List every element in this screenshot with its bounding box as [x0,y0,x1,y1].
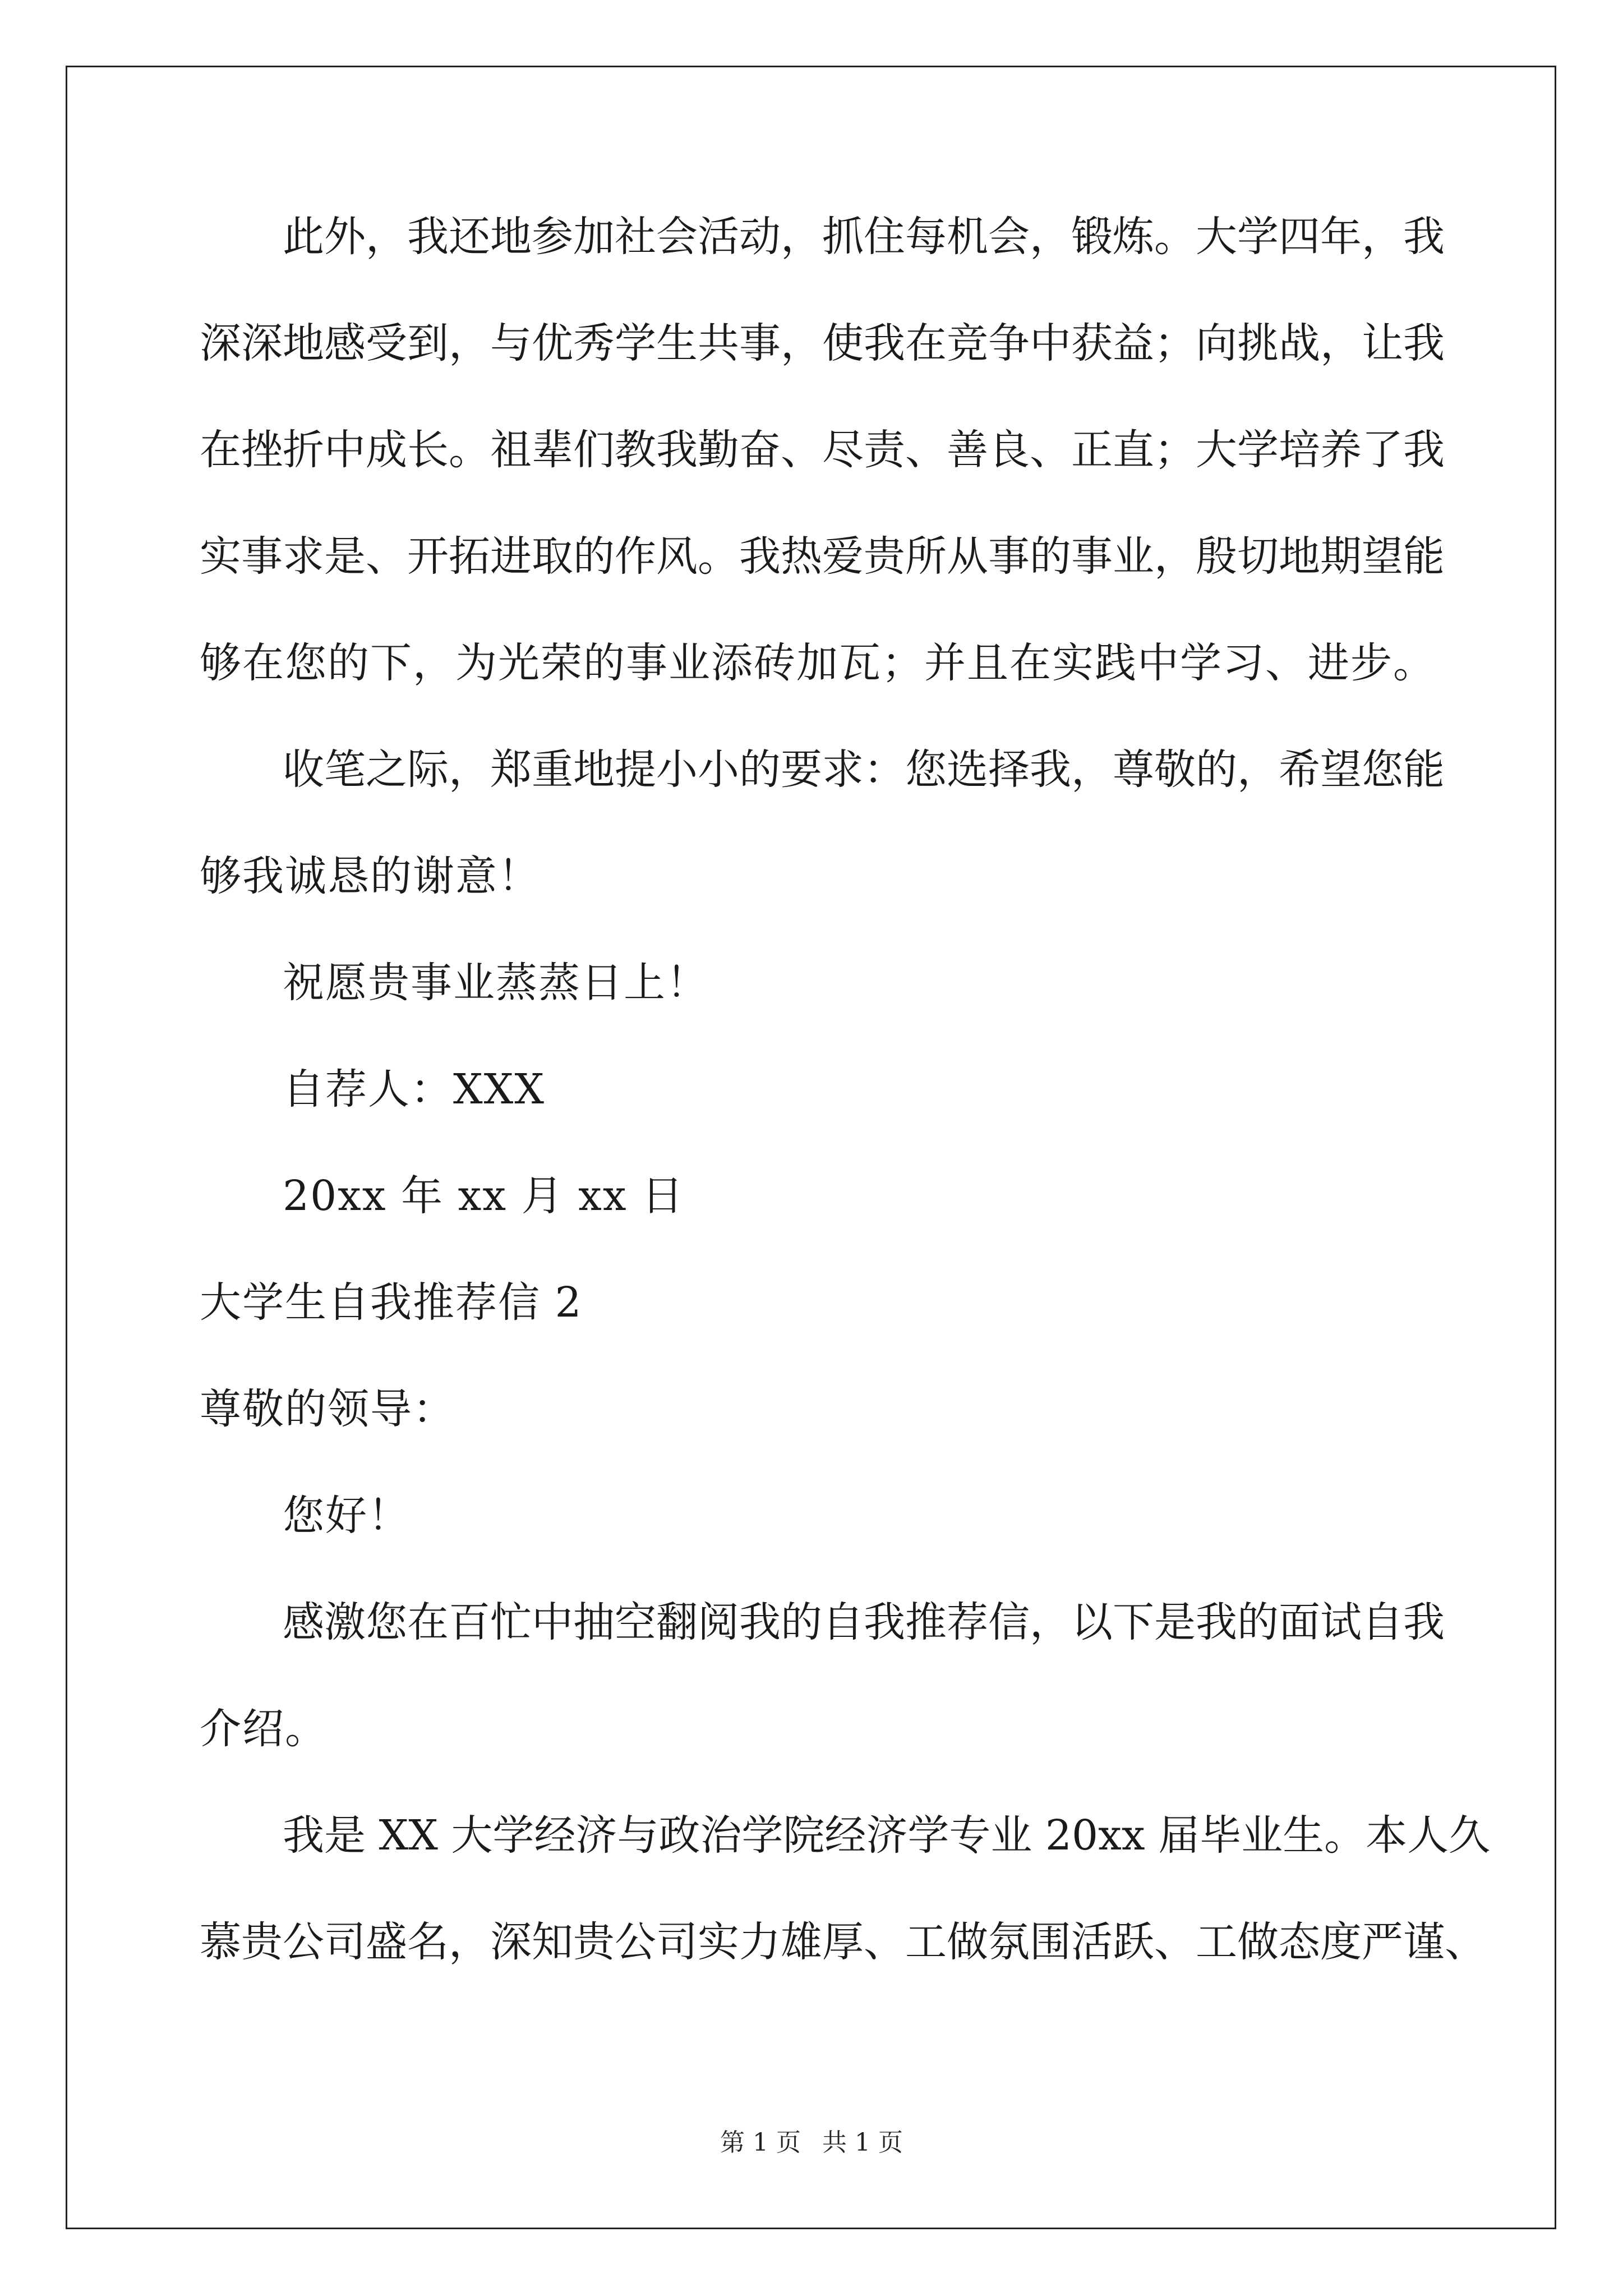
signer: 自荐人：XXX [283,1065,546,1114]
closing-wish: 祝愿贵事业蒸蒸日上！ [283,959,709,1007]
paragraph-1-line-2: 深深地感受到，与优秀学生共事，使我在竞争中获益；向挑战，让我 [200,319,1445,367]
paragraph-1-line-5: 够在您的下，为光荣的事业添砖加瓦；并且在实践中学习、进步。 [200,639,1436,687]
paragraph-1-line-3: 在挫折中成长。祖辈们教我勤奋、尽责、善良、正直；大学培养了我 [200,426,1445,474]
paragraph-4-line-2: 慕贵公司盛名，深知贵公司实力雄厚、工做氛围活跃、工做态度严谨、 [200,1918,1486,1966]
page-number-total: 共 1 页 [822,2128,903,2157]
paragraph-3-line-1: 感激您在百忙中抽空翻阅我的自我推荐信，以下是我的面试自我 [283,1598,1445,1646]
paragraph-3-line-2: 介绍。 [200,1705,328,1753]
page-frame [66,66,1556,2229]
page-footer [0,2126,1623,2160]
letter-2-title: 大学生自我推荐信 2 [200,1278,583,1327]
paragraph-4-line-1: 我是 XX 大学经济与政治学院经济学专业 20xx 届毕业生。本人久 [283,1811,1491,1860]
paragraph-1-line-1: 此外，我还地参加社会活动，抓住每机会，锻炼。大学四年，我 [283,213,1445,261]
date: 20xx 年 xx 月 xx 日 [283,1172,685,1220]
paragraph-1-line-4: 实事求是、开拓进取的作风。我热爱贵所从事的事业，殷切地期望能 [200,532,1445,581]
greeting: 您好！ [283,1492,411,1540]
salutation: 尊敬的领导： [200,1385,455,1433]
page-number-current: 第 1 页 [720,2128,801,2157]
paragraph-2-line-1: 收笔之际，郑重地提小小的要求：您选择我，尊敬的，希望您能 [283,746,1445,794]
paragraph-2-line-2: 够我诚恳的谢意！ [200,852,541,900]
